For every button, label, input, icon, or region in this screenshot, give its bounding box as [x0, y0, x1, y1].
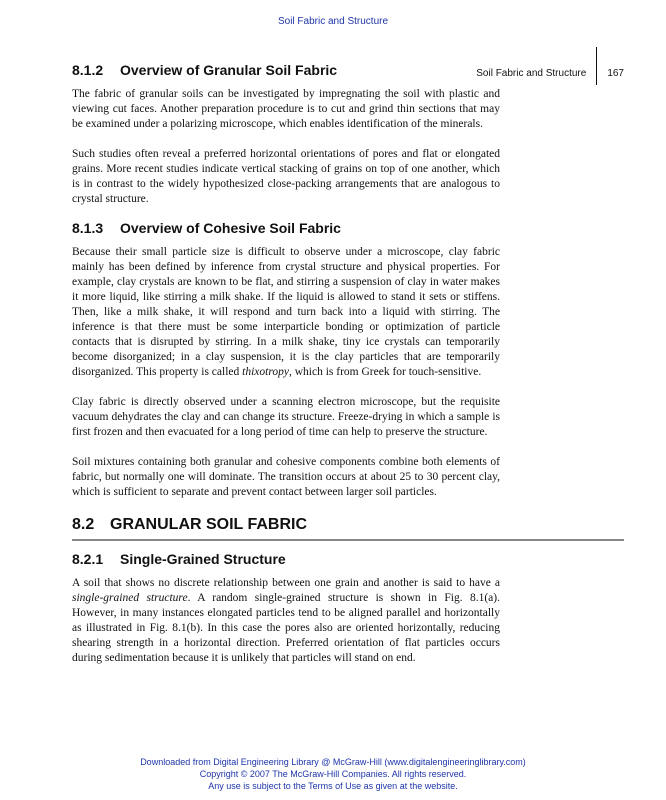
- paragraph: The fabric of granular soils can be investigated by impregnating the soil with plastic and viewing cut faces. Another preparation procedure is to cut and grind thin sections that may be examined under a polarizing microscope, which enables identification of the minerals.: [72, 88, 500, 130]
- page-number: 167: [607, 68, 624, 79]
- paragraph: [72, 576, 500, 666]
- section-heading-8-1-3: [72, 220, 500, 236]
- footer: [0, 756, 666, 792]
- footer-copyright: Copyright © 2007 The McGraw-Hill Companies. All rights reserved.: [199, 769, 467, 779]
- paragraph: Soil mixtures containing both granular and cohesive components combine both elements of fabric, but normally one will dominate. The transition occurs at about 25 to 30 percent clay, which is sufficient to separate and prevent contact between larger soil particles.: [72, 456, 500, 498]
- section-number: 8.2: [72, 516, 95, 533]
- term-single-grained-structure: single-grained structure: [72, 592, 188, 604]
- page-content: [72, 60, 500, 666]
- section-heading-8-2: [72, 516, 624, 541]
- top-header-link[interactable]: Soil Fabric and Structure: [277, 16, 389, 27]
- section-title: Overview of Cohesive Soil Fabric: [120, 220, 341, 236]
- footer-terms[interactable]: Any use is subject to the Terms of Use as given at the website.: [208, 781, 458, 791]
- section-heading-8-2-1: [72, 551, 500, 567]
- section-title: Single-Grained Structure: [120, 551, 286, 567]
- section-heading-8-1-2: [72, 62, 500, 78]
- paragraph: Such studies often reveal a preferred horizontal orientations of pores and flat or elongated grains. More recent studies indicate vertical stacking of grains on top of one another, which is in contrast to the widely hypothesized close-packing arrangements that are analogous to crystal structure.: [72, 148, 500, 205]
- section-number: 8.1.3: [72, 220, 104, 236]
- section-title: GRANULAR SOIL FABRIC: [110, 516, 308, 533]
- section-number: 8.1.2: [72, 62, 104, 78]
- paragraph-text: , which is from Greek for touch-sensitive.: [288, 366, 482, 378]
- paragraph-text: A soil that shows no discrete relationship between one grain and another is said to have a: [72, 577, 500, 589]
- section-number: 8.2.1: [72, 551, 104, 567]
- section-title: Overview of Granular Soil Fabric: [120, 62, 338, 78]
- footer-download-link[interactable]: Downloaded from Digital Engineering Library @ McGraw-Hill (www.digitalengineeringlibrary.com): [140, 757, 526, 767]
- running-title: Soil Fabric and Structure: [476, 68, 587, 79]
- paragraph-text: Because their small particle size is difficult to observe under a microscope, clay fabric mainly has been defined by inference from crystal structure and physical properties. For example, clay crystals are known to be flat, and stirring a suspension of clay in water makes it more liquid, like stirring a milk shake. If the liquid is allowed to stand it sets or stiffens. Then, like a milk shake, it will respond and turn back into a liquid with stirring. The inference is that there must be some interparticle bonding or optimization of particle contacts that is disrupted by stirring. In a milk shake, tiny ice crystals can temporarily become disorganized; in a clay suspension, it is the clay particles that are temporarily disorganized. This property is called: [72, 246, 500, 378]
- paragraph: Clay fabric is directly observed under a scanning electron microscope, but the requisite vacuum dehydrates the clay and can change its structure. Freeze-drying in which a sample is first frozen and then evacuated for a long period of time can help to preserve the structure.: [72, 396, 500, 438]
- paragraph: [72, 245, 500, 380]
- paragraph-text: . A random single-grained structure is shown in Fig. 8.1(a). However, in many instances elongated particles tend to be aligned parallel and horizontally as illustrated in Fig. 8.1(b). In this case the pores also are oriented horizontally, reducing shearing strength in a horizontal direction. Preferred orientation of flat particles occurs during sedimentation because it is unlikely that particles will stand on end.: [72, 592, 500, 664]
- header-divider: [596, 47, 597, 85]
- term-thixotropy: thixotropy: [242, 366, 289, 378]
